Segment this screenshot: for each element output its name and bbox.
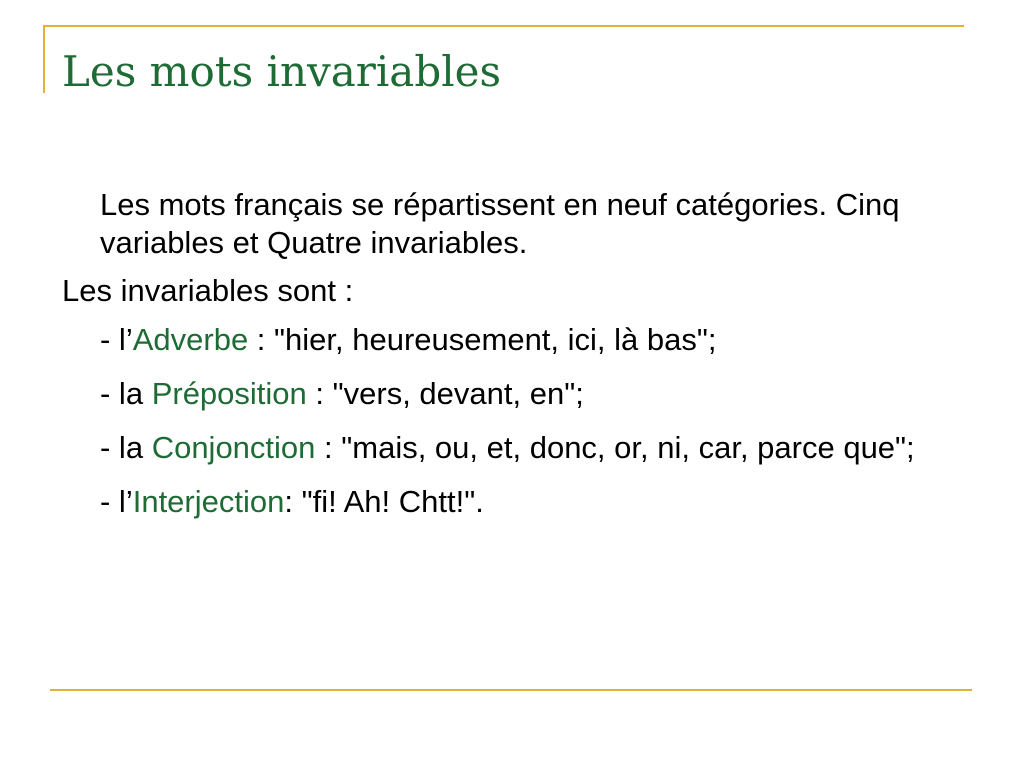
frame-top-rule [43,25,964,27]
intro-paragraph: Les mots français se répartissent en neuf catégories. Cinq variables et Quatre invariables. [100,187,900,260]
item-term: Interjection [132,484,285,519]
item-term: Préposition [151,376,307,411]
list-item-preposition [62,375,967,413]
lead-paragraph: Les invariables sont : [62,273,354,308]
frame-left-rule [43,25,45,93]
slide-title: Les mots invariables [62,47,502,96]
item-examples: : "hier, heureusement, ici, là bas"; [248,322,717,357]
item-examples: : "vers, devant, en"; [306,376,584,411]
list-item-adverbe [62,321,967,359]
item-examples: : "mais, ou, et, donc, or, ni, car, parce que"; [315,430,915,465]
list-item-interjection [62,483,967,521]
item-prefix: - la [100,430,152,465]
frame-bottom-rule [50,689,972,691]
list-item-conjonction [62,429,967,467]
item-prefix: - la [100,376,152,411]
item-examples: : "fi! Ah! Chtt!". [284,484,484,519]
item-term: Conjonction [151,430,316,465]
item-prefix: - l’ [100,484,133,519]
item-prefix: - l’ [100,322,133,357]
slide-body [62,186,967,537]
item-term: Adverbe [132,322,249,357]
